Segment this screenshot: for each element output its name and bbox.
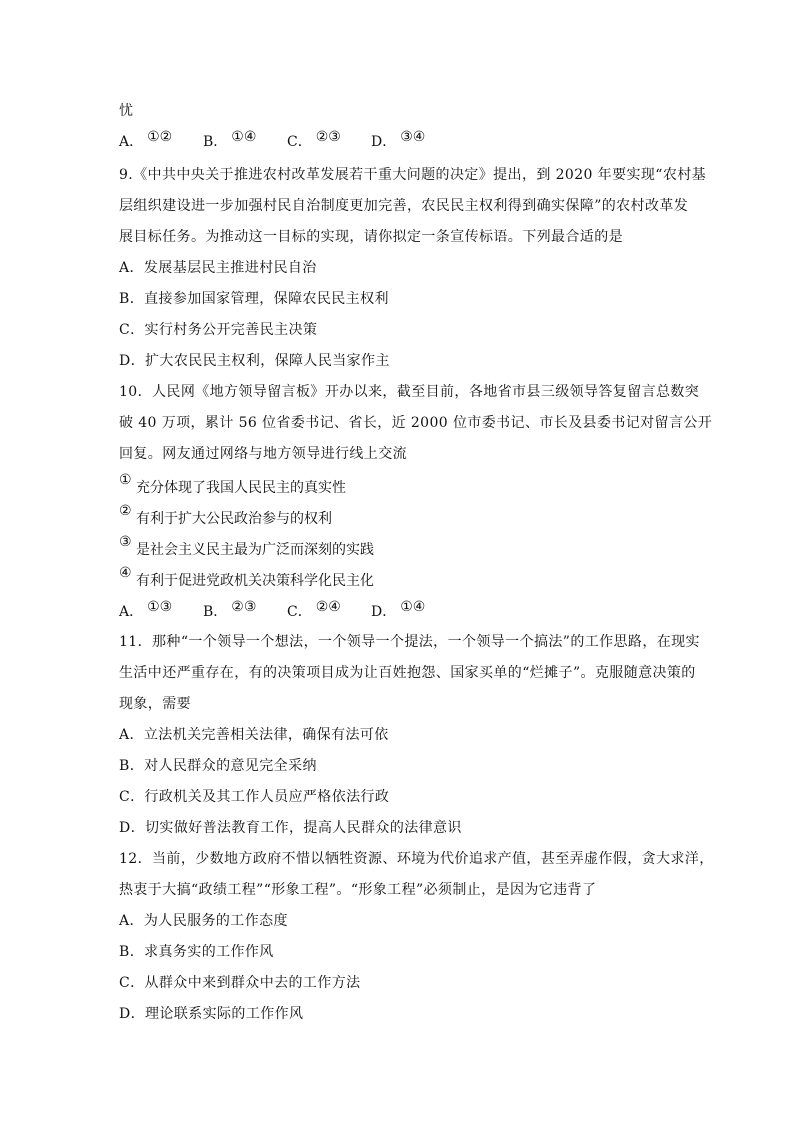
q8-option-a[interactable]: A． ①②	[119, 129, 173, 150]
q8-option-d[interactable]: D． ③④	[371, 129, 426, 150]
q9-option-a[interactable]: A．发展基层民主推进村民自治	[119, 260, 317, 276]
q9-option-d[interactable]: D．扩大农民民主权利，保障人民当家作主	[119, 353, 390, 369]
q10-option-d[interactable]: D． ①④	[371, 599, 426, 620]
q10-stem-line: 回复。网友通过网络与地方领导进行线上交流	[119, 446, 407, 462]
q10-option-a[interactable]: A． ①③	[119, 599, 173, 620]
q12-option-d[interactable]: D．理论联系实际的工作作风	[119, 1006, 304, 1022]
q11-stem-line: 11．那种“一个领导一个想法，一个领导一个提法，一个领导一个搞法”的工作思路，在现实	[119, 634, 700, 650]
q12-option-a[interactable]: A．为人民服务的工作态度	[119, 913, 288, 929]
q12-stem-line: 12．当前，少数地方政府不惜以牺牲资源、环境为代价追求产值，甚至弄虚作假，贪大求洋，	[119, 851, 714, 867]
carry-over-text: 忧	[119, 103, 134, 119]
q9-stem-line: 层组织建设进一步加强村民自治制度更加完善，农民民主权利得到确实保障”的农村改革发	[119, 198, 689, 214]
q9-option-b[interactable]: B．直接参加国家管理，保障农民民主权利	[119, 291, 389, 307]
q10-stem-line: 破 40 万项，累计 56 位省委书记、省长，近 2000 位市委书记、市长及县委书记对留言公开	[119, 415, 713, 431]
q11-option-d[interactable]: D．切实做好普法教育工作，提高人民群众的法律意识	[119, 820, 462, 836]
q9-stem-line: 9.《中共中央关于推进农村改革发展若干重大问题的决定》提出，到 2020 年要实现“农村基	[119, 167, 707, 183]
q12-option-c[interactable]: C．从群众中来到群众中去的工作方法	[119, 975, 361, 991]
q12-stem-line: 热衷于大搞“政绩工程”“形象工程”。“形象工程”必须制止，是因为它违背了	[119, 882, 597, 898]
q10-option-c[interactable]: C． ②④	[287, 599, 341, 620]
q9-option-c[interactable]: C．实行村务公开完善民主决策	[119, 322, 318, 338]
q11-stem-line: 生活中还严重存在，有的决策项目成为让百姓抱怨、国家买单的“烂摊子”。克服随意决策的	[119, 665, 696, 681]
q8-option-b[interactable]: B． ①④	[203, 129, 257, 150]
q12-option-b[interactable]: B．求真务实的工作作风	[119, 944, 274, 960]
q8-option-c[interactable]: C． ②③	[287, 129, 341, 150]
q11-option-a[interactable]: A．立法机关完善相关法律，确保有法可依	[119, 727, 389, 743]
q10-stem-line: 10．人民网《地方领导留言板》开办以来，截至目前，各地省市县三级领导答复留言总数突	[119, 384, 700, 400]
q11-option-b[interactable]: B．对人民群众的意见完全采纳	[119, 758, 317, 774]
q11-option-c[interactable]: C．行政机关及其工作人员应严格依法行政	[119, 789, 390, 805]
q10-option-b[interactable]: B． ②③	[203, 599, 257, 620]
q9-stem-line: 展目标任务。为推动这一目标的实现，请你拟定一条宣传标语。下列最合适的是	[119, 229, 623, 245]
q11-stem-line: 现象，需要	[119, 696, 191, 712]
exam-page: 忧 A． ①② B． ①④ C． ②③ D． ③④ 9.《中共中央关于推进农村改革发展若干重大问题的决定》提出，到 2020 年要实现“农村基 层组织建设进一步加强村民自治制度更加完善，农民民主权利得到确实保障”的农村改革发 展目标任务。为推动这一目标的实现，请你拟定一条宣传标语。下列最合适的是 A．发展基层民主推进村民自治 B．直接参加国家管理，保障农民民主权利 C．实行村务公开完善民主决策 D．扩大农民民主权利，保障人民当家作主 10．人民网《地方领导留言板》开办以来，截至目前，各地省市县三级领导答复留言总数突 破 40 万项，累计 56 位省委书记、省长，近 2000 位市委书记、市长及县委书记对留言公开 回复。网友通过网络与地方领导进行线上交流 ① 充分体现了我国人民民主的真实性 ② 有利于扩大公民政治参与的权利 ③ 是社会主义民主最为广泛而深刻的实践 ④ 有利于促进党政机关决策科学化民主化 A． ①③ B． ②③ C． ②④ D． ①④ 11．那种“一个领导一个想法，一个领导一个提法，一个领导一个搞法”的工作思路，在现实 生活中还严重存在，有的决策项目成为让百姓抱怨、国家买单的“烂摊子”。克服随意决策的 现象，需要 A．立法机关完善相关法律，确保有法可依 B．对人民群众的意见完全采纳 C．行政机关及其工作人员应严格依法行政 D．切实做好普法教育工作，提高人民群众的法律意识 12．当前，少数地方政府不惜以牺牲资源、环境为代价追求产值，甚至弄虚作假，贪大求洋， 热衷于大搞“政绩工程”“形象工程”。“形象工程”必须制止，是因为它违背了 A．为人民服务的工作态度 B．求真务实的工作作风 C．从群众中来到群众中去的工作方法 D．理论联系实际的工作作风	[119, 103, 714, 1022]
